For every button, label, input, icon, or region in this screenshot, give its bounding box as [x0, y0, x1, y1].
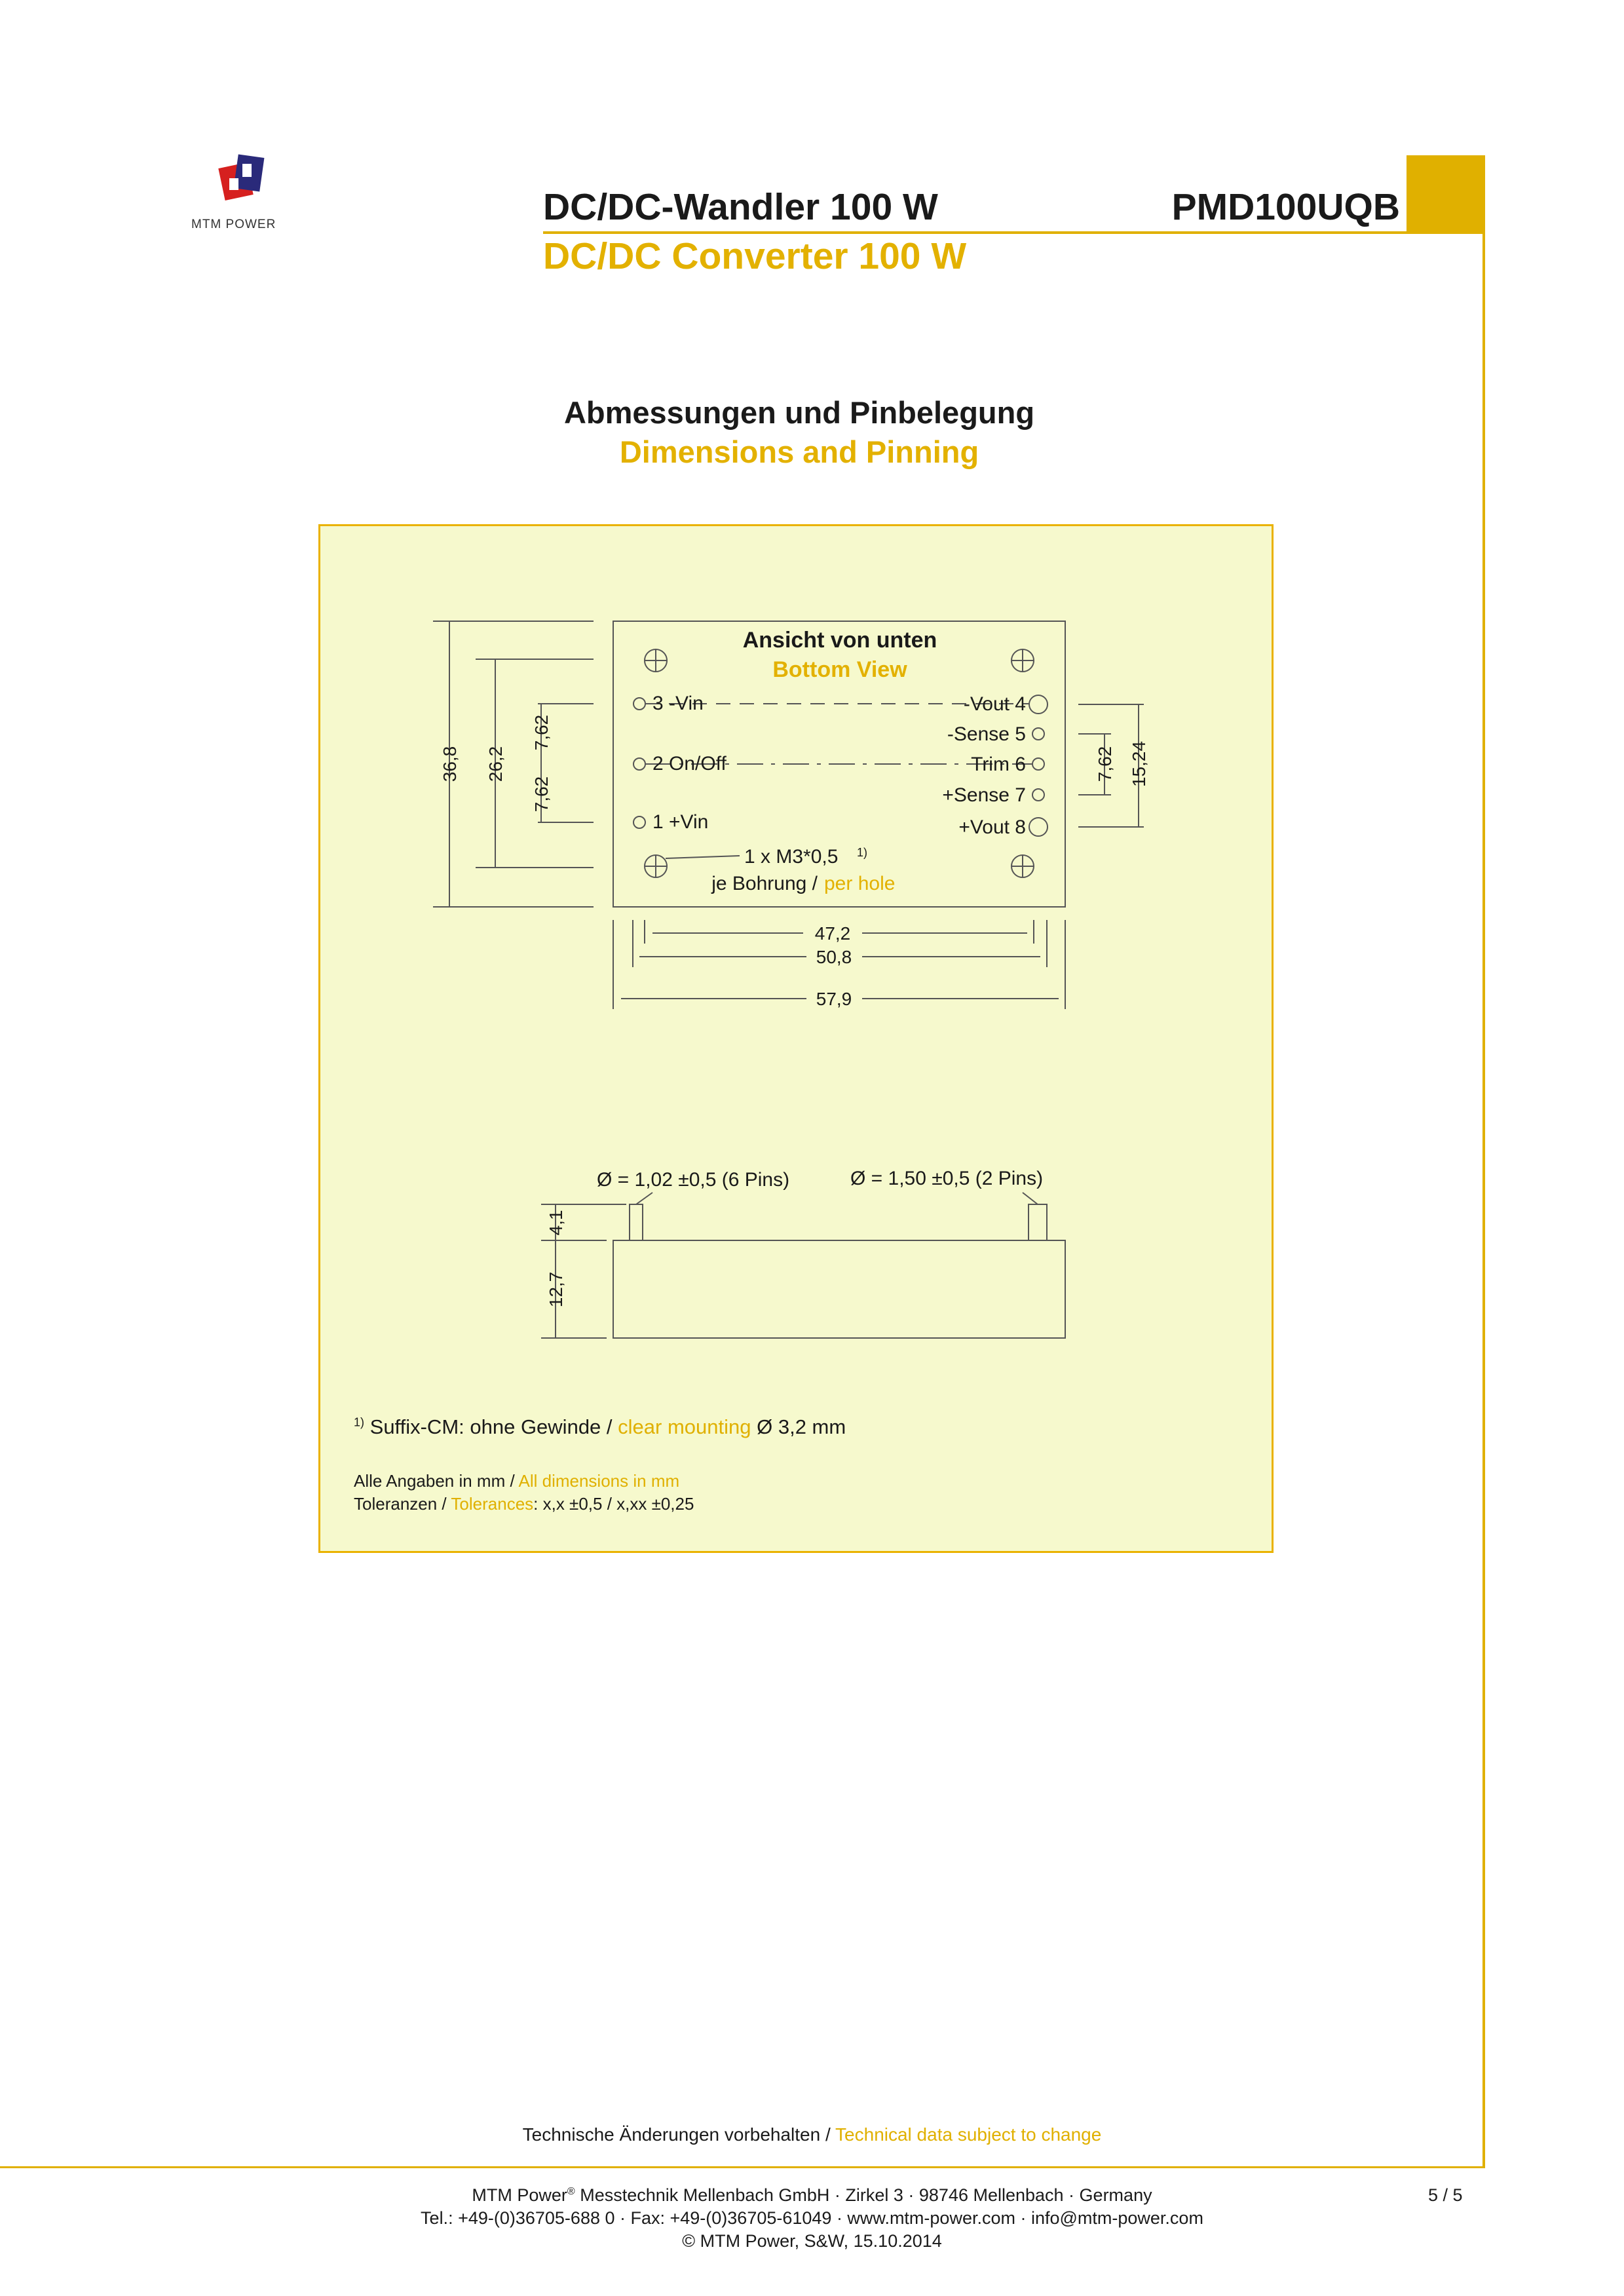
- dim-4-1: 4,1: [546, 1210, 566, 1236]
- dim-15-24: 15,24: [1129, 740, 1149, 788]
- footnote-line: [354, 1415, 846, 1439]
- page-title-de: DC/DC-Wandler 100 W: [543, 186, 938, 228]
- dim-12-7: 12,7: [546, 1271, 566, 1308]
- mount-label: 1 x M3*0,5: [744, 846, 839, 868]
- dim-26-2: 26,2: [485, 746, 506, 782]
- module-outline-side-view: [613, 1240, 1065, 1338]
- change-notice-en: Technical data subject to change: [835, 2124, 1102, 2145]
- pin-label-2: 2 On/Off: [652, 753, 727, 775]
- pin-1-icon: [633, 816, 645, 828]
- mounting-hole-icon: [645, 649, 667, 672]
- footnote-de: Suffix-CM: ohne Gewinde /: [369, 1415, 613, 1438]
- pin-2-icon: [633, 758, 645, 770]
- pin-diameter-large: Ø = 1,50 ±0,5 (2 Pins): [850, 1168, 1044, 1189]
- pin-label-8: +Vout 8: [958, 816, 1026, 838]
- header-accent-block: [1407, 155, 1485, 234]
- dim-7-62-top: 7,62: [531, 714, 552, 751]
- pin-label-6: Trim 6: [971, 754, 1026, 775]
- units-en: All dimensions in mm: [518, 1471, 680, 1491]
- company-address: Messtechnik Mellenbach GmbH · Zirkel 3 · 98746 Mellenbach · Germany: [580, 2185, 1152, 2205]
- pin-small-side-icon: [630, 1204, 643, 1240]
- tolerance-de: Toleranzen /: [354, 1494, 447, 1514]
- dim-50-8: 50,8: [816, 947, 852, 967]
- page-number: 5 / 5: [1428, 2185, 1463, 2205]
- dim-57-9: 57,9: [816, 989, 852, 1009]
- view-label-de: Ansicht von unten: [742, 628, 937, 653]
- address-line-3: © MTM Power, S&W, 15.10.2014: [682, 2231, 942, 2251]
- pin-label-4: -Vout 4: [963, 693, 1026, 715]
- page-title-en: DC/DC Converter 100 W: [543, 235, 967, 277]
- pin-label-5: -Sense 5: [947, 723, 1026, 745]
- pin-diameter-small: Ø = 1,02 ±0,5 (6 Pins): [597, 1169, 790, 1191]
- registered-mark: ®: [567, 2186, 575, 2197]
- pin-label-1: 1 +Vin: [652, 811, 709, 833]
- logo-company-name: MTM POWER: [191, 218, 276, 231]
- view-label-en: Bottom View: [772, 657, 907, 682]
- hole-label-en: per hole: [824, 873, 896, 894]
- pin-large-side-icon: [1029, 1204, 1047, 1240]
- pin-8-icon: [1029, 818, 1048, 836]
- mount-footnote-mark: 1): [857, 846, 868, 859]
- section-title-en: Dimensions and Pinning: [619, 434, 979, 469]
- tolerance-line: [354, 1494, 694, 1514]
- company-name: MTM Power: [472, 2185, 567, 2205]
- address-line-1: [0, 2185, 1624, 2206]
- dim-7-62-bottom: 7,62: [531, 776, 552, 813]
- dim-7-62-right: 7,62: [1095, 746, 1115, 782]
- pin-6-icon: [1032, 758, 1044, 770]
- footnote-en: clear mounting: [618, 1415, 751, 1438]
- pin-label-3: 3 -Vin: [652, 693, 704, 714]
- change-notice-de: Technische Änderungen vorbehalten /: [522, 2124, 831, 2145]
- pin-3-icon: [633, 698, 645, 710]
- mounting-hole-icon: [1011, 649, 1034, 672]
- footnote-mark: 1): [354, 1415, 365, 1429]
- footer-rule: [0, 2166, 1485, 2168]
- mounting-hole-icon: [1011, 855, 1034, 877]
- pin-4-icon: [1029, 695, 1048, 714]
- mtm-power-logo-icon: [216, 152, 273, 208]
- section-title-de: Abmessungen und Pinbelegung: [563, 395, 1035, 430]
- pin-7-icon: [1032, 789, 1044, 801]
- pin-label-7: +Sense 7: [942, 784, 1026, 806]
- dim-47-2: 47,2: [814, 923, 851, 944]
- mounting-hole-icon: [645, 855, 667, 877]
- dimension-drawing: [318, 524, 1274, 1553]
- address-line-2: Tel.: +49-(0)36705-688 0 · Fax: +49-(0)36705-61049 · www.mtm-power.com · info@mtm-power.com: [421, 2208, 1203, 2228]
- units-de: Alle Angaben in mm /: [354, 1471, 515, 1491]
- tolerance-values: : x,x ±0,5 / x,xx ±0,25: [533, 1494, 694, 1514]
- change-notice: [0, 2124, 1624, 2145]
- pin-5-icon: [1032, 728, 1044, 740]
- model-number: PMD100UQB: [1171, 186, 1400, 228]
- tolerance-en: Tolerances: [451, 1494, 534, 1514]
- units-line: [354, 1471, 679, 1491]
- hole-label-de: je Bohrung /: [711, 873, 818, 894]
- header-rule: [543, 231, 1484, 234]
- footnote-tail: Ø 3,2 mm: [757, 1415, 846, 1438]
- dim-36-8: 36,8: [440, 746, 460, 782]
